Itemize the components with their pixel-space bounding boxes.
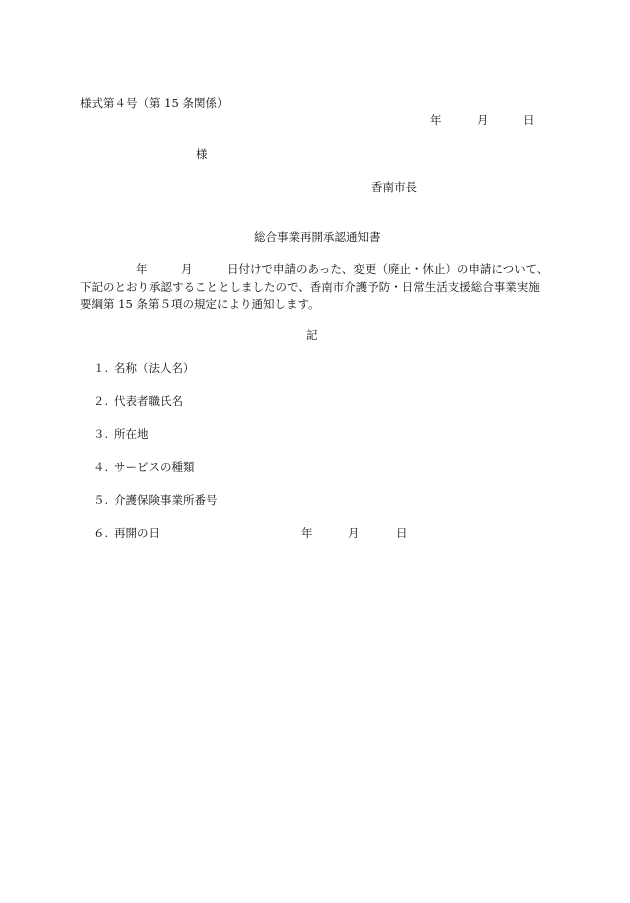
issue-date-day: 日 [523, 113, 535, 127]
body-paragraph [80, 261, 555, 314]
item-number: ３. [93, 427, 109, 441]
application-month: 月 [181, 262, 193, 276]
issue-date-year: 年 [430, 113, 442, 127]
item-label: 再開の日 [114, 526, 160, 540]
item-number: ４. [93, 460, 109, 474]
list-item [93, 427, 149, 441]
body-line-1-text: 日付けで申請のあった、変更（廃止・休止）の申請について、 [227, 262, 549, 276]
item-number: １. [93, 361, 109, 375]
body-line-1 [80, 261, 555, 279]
application-year: 年 [136, 262, 148, 276]
list-item [93, 526, 160, 540]
item-number: ６. [93, 526, 109, 540]
body-line-3: 要綱第 15 条第５項の規定により通知します。 [80, 297, 320, 311]
document-title: 総合事業再開承認通知書 [254, 230, 381, 244]
form-number: 様式第４号（第 15 条関係） [80, 96, 229, 110]
item-label: 所在地 [114, 427, 149, 441]
sender-name: 香南市長 [371, 180, 417, 194]
record-label: 記 [306, 328, 318, 342]
reopen-date-day: 日 [396, 526, 408, 540]
issue-date-month: 月 [477, 113, 489, 127]
item-label: サービスの種類 [114, 460, 195, 474]
item-number: ２. [93, 394, 109, 408]
item-label: 介護保険事業所番号 [114, 493, 218, 507]
list-item [93, 394, 183, 408]
item-label: 代表者職氏名 [114, 394, 183, 408]
reopen-date-year: 年 [301, 526, 313, 540]
addressee-honorific: 様 [196, 147, 208, 161]
reopen-date-month: 月 [348, 526, 360, 540]
list-item [93, 361, 195, 375]
item-label: 名称（法人名） [114, 361, 195, 375]
list-item [93, 460, 195, 474]
item-number: ５. [93, 493, 109, 507]
body-line-2: 下記のとおり承認することとしましたので、香南市介護予防・日常生活支援総合事業実施 [80, 279, 540, 294]
list-item [93, 493, 218, 507]
